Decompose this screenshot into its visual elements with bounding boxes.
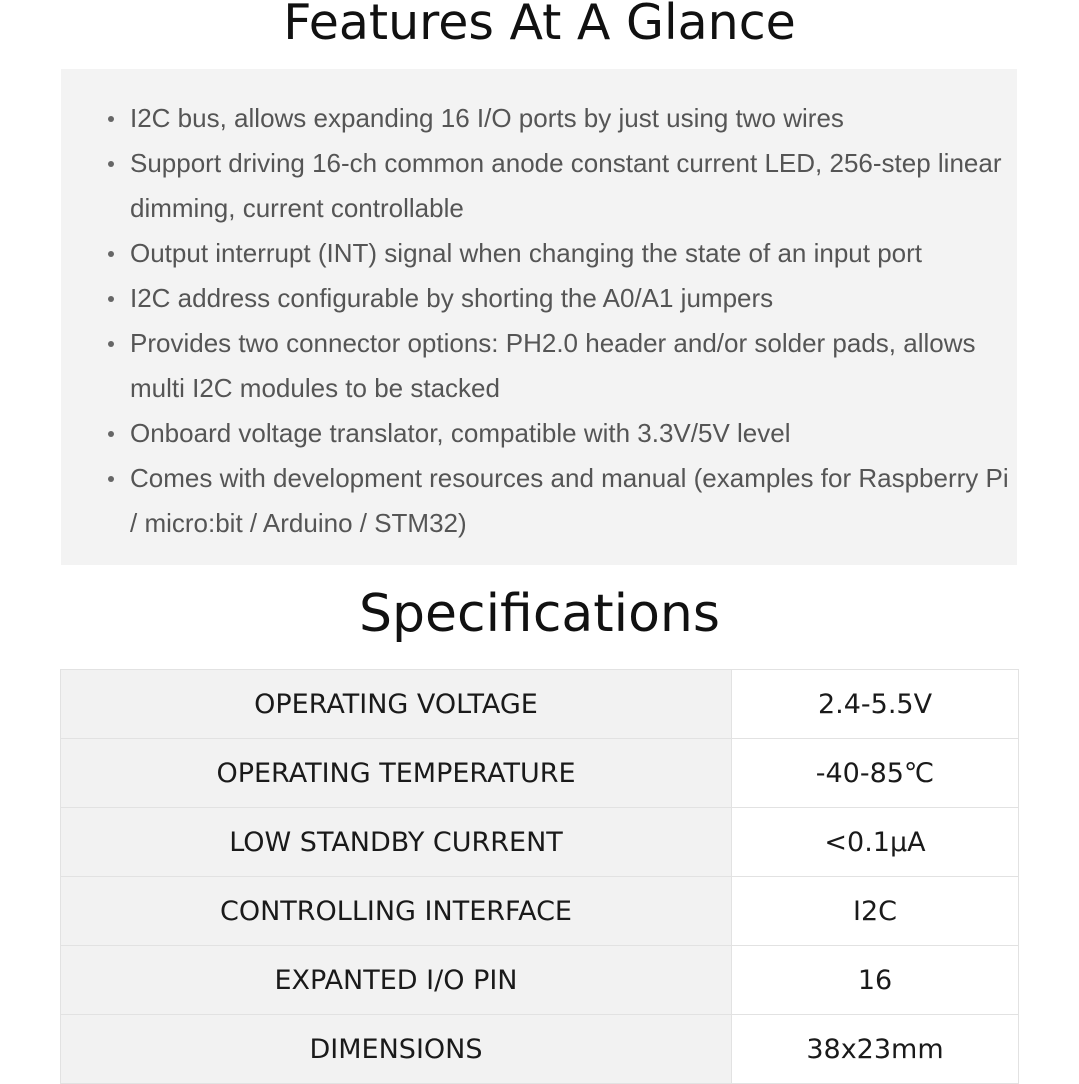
feature-item: Onboard voltage translator, compatible with 3.3V/5V level xyxy=(130,411,1010,456)
specifications-title: Specifications xyxy=(359,584,720,644)
feature-item: Support driving 16-ch common anode constant current LED, 256-step linear dimming, current controllable xyxy=(130,141,1010,231)
table-row xyxy=(61,670,1019,739)
spec-value: I2C xyxy=(732,877,1019,946)
feature-item: Provides two connector options: PH2.0 header and/or solder pads, allows multi I2C modules to be stacked xyxy=(130,321,1010,411)
specifications-table xyxy=(60,669,1019,1084)
spec-label: CONTROLLING INTERFACE xyxy=(61,877,732,946)
feature-item: Comes with development resources and manual (examples for Raspberry Pi / micro:bit / Arduino / STM32) xyxy=(130,456,1010,546)
table-row xyxy=(61,808,1019,877)
feature-item: Output interrupt (INT) signal when changing the state of an input port xyxy=(130,231,1010,276)
spec-label: EXPANTED I/O PIN xyxy=(61,946,732,1015)
spec-label: OPERATING TEMPERATURE xyxy=(61,739,732,808)
spec-value: 2.4-5.5V xyxy=(732,670,1019,739)
spec-value: 38x23mm xyxy=(732,1015,1019,1084)
spec-label: DIMENSIONS xyxy=(61,1015,732,1084)
features-panel xyxy=(61,69,1017,565)
table-row xyxy=(61,877,1019,946)
spec-value: -40-85℃ xyxy=(732,739,1019,808)
spec-label: OPERATING VOLTAGE xyxy=(61,670,732,739)
table-row xyxy=(61,739,1019,808)
features-title: Features At A Glance xyxy=(283,0,796,51)
table-row xyxy=(61,946,1019,1015)
feature-item: I2C bus, allows expanding 16 I/O ports by just using two wires xyxy=(130,96,1010,141)
features-list xyxy=(130,96,1010,546)
table-row xyxy=(61,1015,1019,1084)
feature-item: I2C address configurable by shorting the A0/A1 jumpers xyxy=(130,276,1010,321)
spec-label: LOW STANDBY CURRENT xyxy=(61,808,732,877)
spec-value: <0.1μA xyxy=(732,808,1019,877)
spec-value: 16 xyxy=(732,946,1019,1015)
